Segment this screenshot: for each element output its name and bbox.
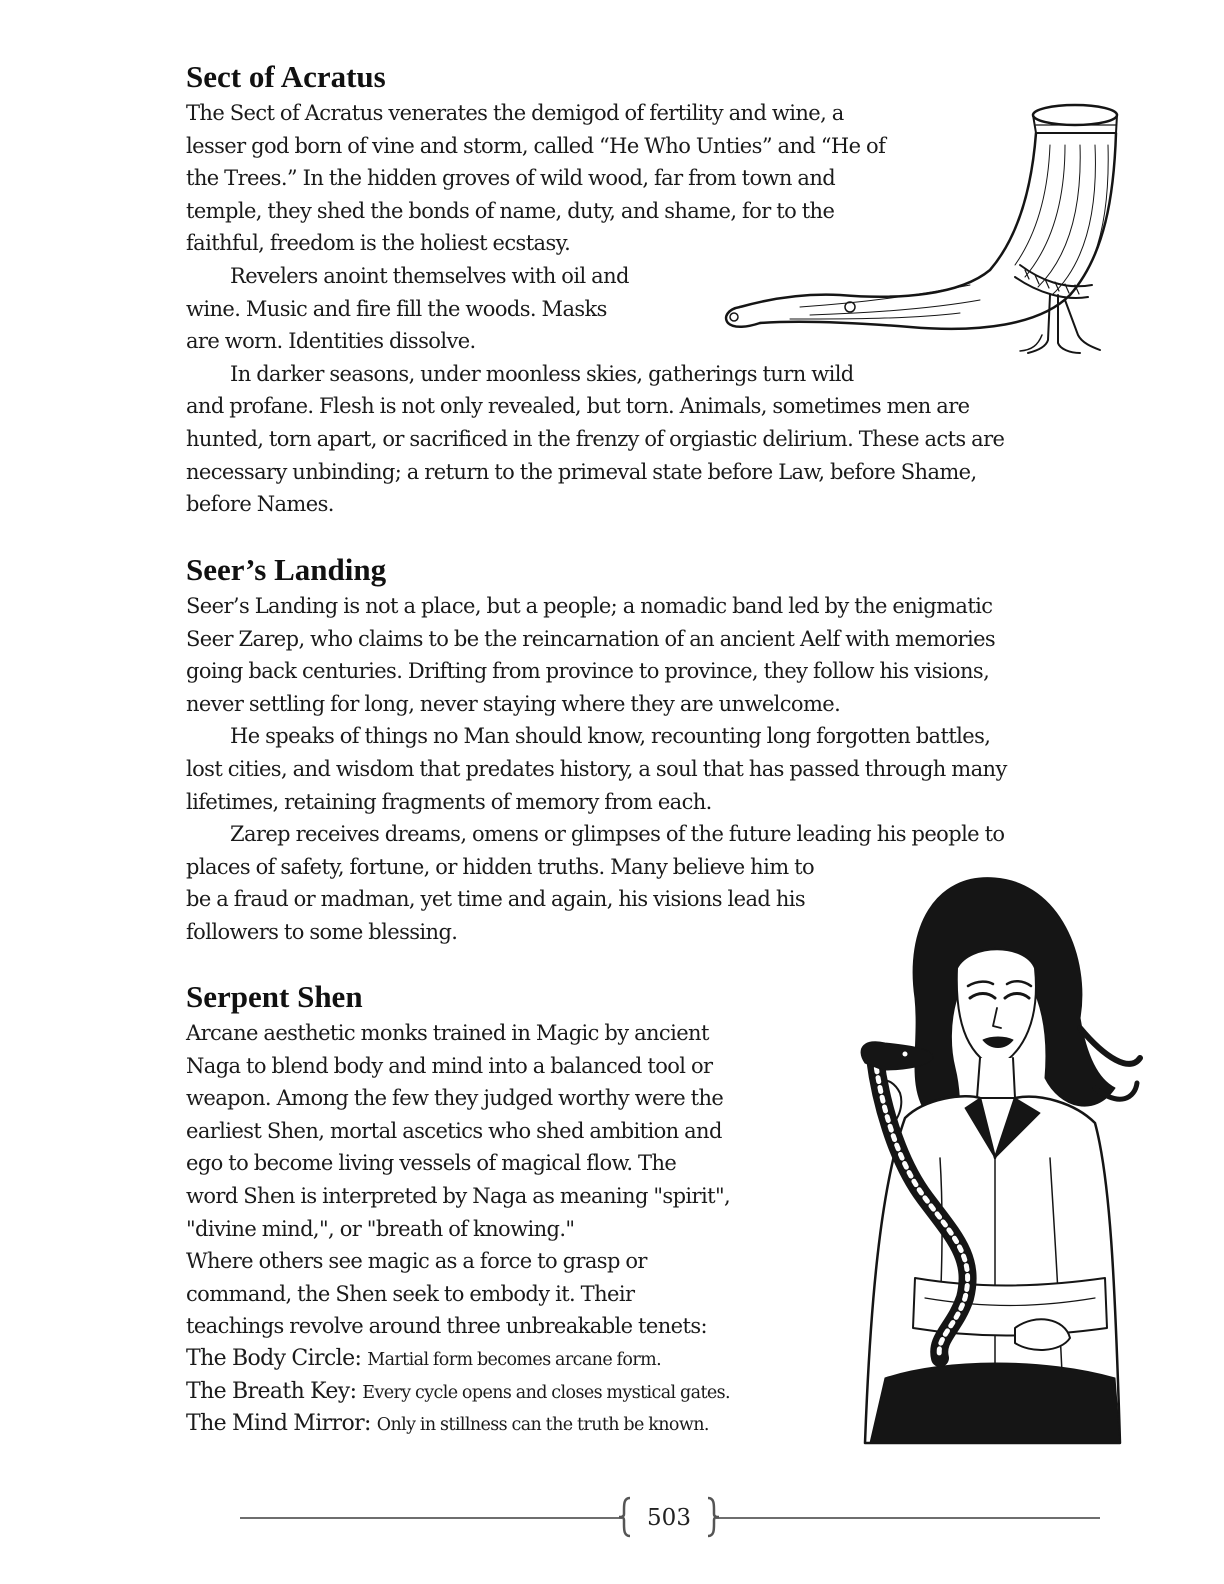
paragraph-line: lost cities, and wisdom that predates history, a soul that has passed through many xyxy=(186,756,1007,781)
section-body-serpent-shen xyxy=(186,1017,730,1441)
paragraph-line: weapon. Among the few they judged worthy were the xyxy=(186,1086,724,1111)
tenet-body-circle xyxy=(186,1343,730,1376)
paragraph-line: earliest Shen, mortal ascetics who shed ambition and xyxy=(186,1118,722,1143)
paragraph-line: hunted, torn apart, or sacrificed in the frenzy of orgiastic delirium. These acts are xyxy=(186,426,1005,451)
paragraph-line: teachings revolve around three unbreakable tenets: xyxy=(186,1314,707,1339)
tenet-text: Only in stillness can the truth be known. xyxy=(376,1415,709,1436)
paragraph-line: In darker seasons, under moonless skies, gatherings turn wild xyxy=(230,361,854,386)
page-number: 503 xyxy=(647,1505,691,1531)
paragraph-line: lesser god born of vine and storm, called “He Who Unties” and “He of xyxy=(186,133,886,158)
paragraph-line: going back centuries. Drifting from province to province, they follow his visions, xyxy=(186,659,990,684)
paragraph-line: The Sect of Acratus venerates the demigod of fertility and wine, a xyxy=(186,101,844,125)
woman-with-serpent-illustration xyxy=(845,858,1145,1448)
paragraph-line: are worn. Identities dissolve. xyxy=(186,329,476,354)
paragraph-line: He speaks of things no Man should know, recounting long forgotten battles, xyxy=(230,724,991,749)
paragraph-line: faithful, freedom is the holiest ecstasy. xyxy=(186,231,571,256)
paragraph-line: the Trees.” In the hidden groves of wild wood, far from town and xyxy=(186,166,836,191)
paragraph-line: Zarep receives dreams, omens or glimpses of the future leading his people to xyxy=(230,822,1005,847)
paragraph-line: and profane. Flesh is not only revealed, but torn. Animals, sometimes men are xyxy=(186,394,970,419)
paragraph-line: lifetimes, retaining fragments of memory from each. xyxy=(186,789,712,814)
paragraph-line: word Shen is interpreted by Naga as meaning "spirit", xyxy=(186,1183,731,1208)
paragraph-line: Seer Zarep, who claims to be the reincarnation of an ancient Aelf with memories xyxy=(186,626,996,651)
paragraph-line: "divine mind,", or "breath of knowing." xyxy=(186,1216,575,1241)
paragraph-line: before Names. xyxy=(186,492,334,517)
section-title-serpent-shen: Serpent Shen xyxy=(186,979,363,1014)
tenet-name: The Body Circle: xyxy=(186,1345,362,1371)
tenet-breath-key xyxy=(186,1376,730,1409)
paragraph-line: never settling for long, never staying where they are unwelcome. xyxy=(186,691,841,716)
drinking-horn-illustration xyxy=(720,95,1140,365)
tenet-name: The Breath Key: xyxy=(186,1378,357,1404)
tenet-text: Martial form becomes arcane form. xyxy=(367,1349,662,1370)
paragraph-line: Where others see magic as a force to grasp or xyxy=(186,1249,647,1274)
paragraph-line: Revelers anoint themselves with oil and xyxy=(230,263,629,288)
paragraph-line: Arcane aesthetic monks trained in Magic by ancient xyxy=(186,1021,709,1045)
paragraph-line: Naga to blend body and mind into a balanced tool or xyxy=(186,1053,713,1078)
paragraph-line: wine. Music and fire fill the woods. Masks xyxy=(186,296,607,321)
section-title-seers-landing: Seer’s Landing xyxy=(186,552,387,587)
tenet-name: The Mind Mirror: xyxy=(186,1411,371,1437)
paragraph-line: command, the Shen seek to embody it. Their xyxy=(186,1281,635,1306)
footer-rule-left xyxy=(240,1517,622,1519)
paragraph-line: temple, they shed the bonds of name, duty, and shame, for to the xyxy=(186,198,835,223)
paragraph-line: followers to some blessing. xyxy=(186,919,458,944)
paragraph-line: necessary unbinding; a return to the primeval state before Law, before Shame, xyxy=(186,459,977,484)
footer-rule-right xyxy=(716,1517,1100,1519)
paragraph-line: be a fraud or madman, yet time and again, his visions lead his xyxy=(186,887,806,912)
paragraph-line: ego to become living vessels of magical flow. The xyxy=(186,1151,677,1176)
tenet-mind-mirror xyxy=(186,1408,730,1441)
section-title-sect-of-acratus: Sect of Acratus xyxy=(186,59,386,94)
tenet-text: Every cycle opens and closes mystical gates. xyxy=(362,1382,730,1403)
paragraph-line: Seer’s Landing is not a place, but a people; a nomadic band led by the enigmatic xyxy=(186,594,993,618)
paragraph-line: places of safety, fortune, or hidden truths. Many believe him to xyxy=(186,854,814,879)
